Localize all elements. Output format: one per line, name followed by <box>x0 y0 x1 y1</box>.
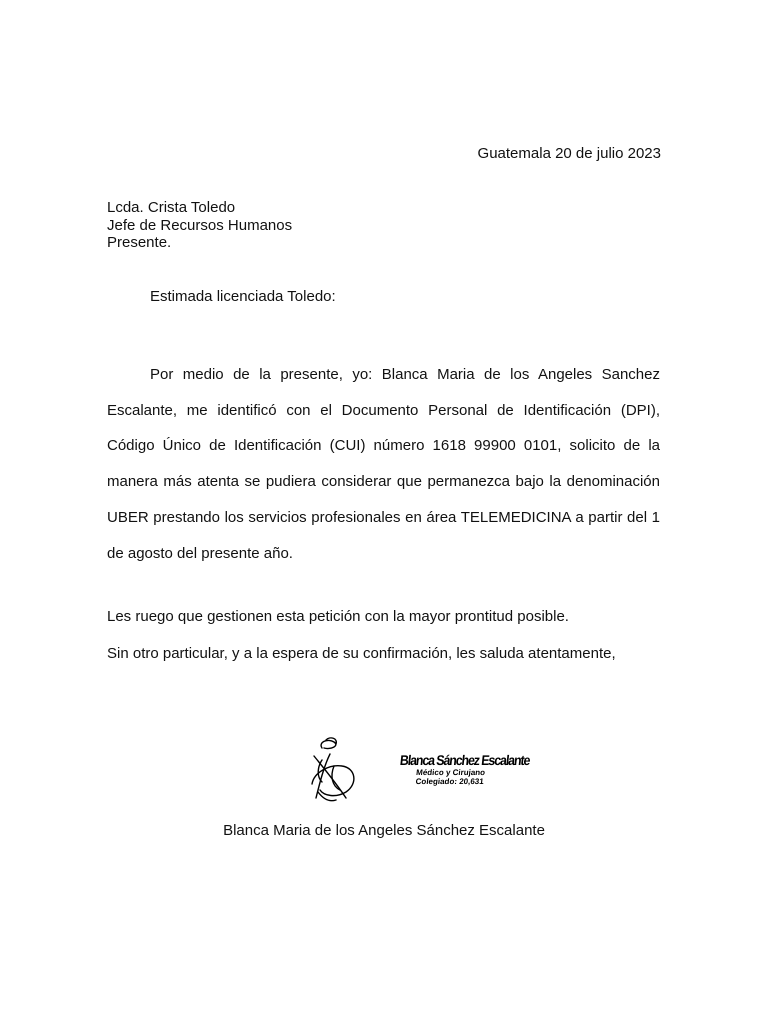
stamp-registration: Colegiado: 20,631 <box>415 777 485 786</box>
closing-farewell: Sin otro particular, y a la espera de su confirmación, les saluda atentamente, <box>107 645 616 662</box>
stamp-name: Blanca Sánchez Escalante <box>399 752 531 768</box>
recipient-position: Jefe de Recursos Humanos <box>107 216 293 234</box>
stamp-title: Médico y Cirujano <box>415 768 486 777</box>
recipient-name: Lcda. Crista Toledo <box>107 199 236 216</box>
recipient-block <box>107 199 292 252</box>
closing-request: Les ruego que gestionen esta petición con la mayor prontitud posible. <box>107 608 569 625</box>
handwritten-signature <box>300 736 370 804</box>
signer-name: Blanca Maria de los Angeles Sánchez Escalante <box>223 822 545 839</box>
recipient-presente: Presente. <box>107 234 172 251</box>
letter-date: Guatemala 20 de julio 2023 <box>477 145 661 162</box>
professional-stamp <box>390 752 531 786</box>
body-paragraph: Por medio de la presente, yo: Blanca Maria de los Angeles Sanchez Escalante, me identificó con el Documento Personal de Identificación (DPI), Código Único de Identificación (CUI) número 1618 99900 0101, solicito de la manera más atenta se pudiera considerar que permanezca bajo la denominación UBER prestando los servicios profesionales en área TELEMEDICINA a partir del 1 de agosto del presente año. <box>107 366 660 562</box>
salutation: Estimada licenciada Toledo: <box>150 288 336 305</box>
